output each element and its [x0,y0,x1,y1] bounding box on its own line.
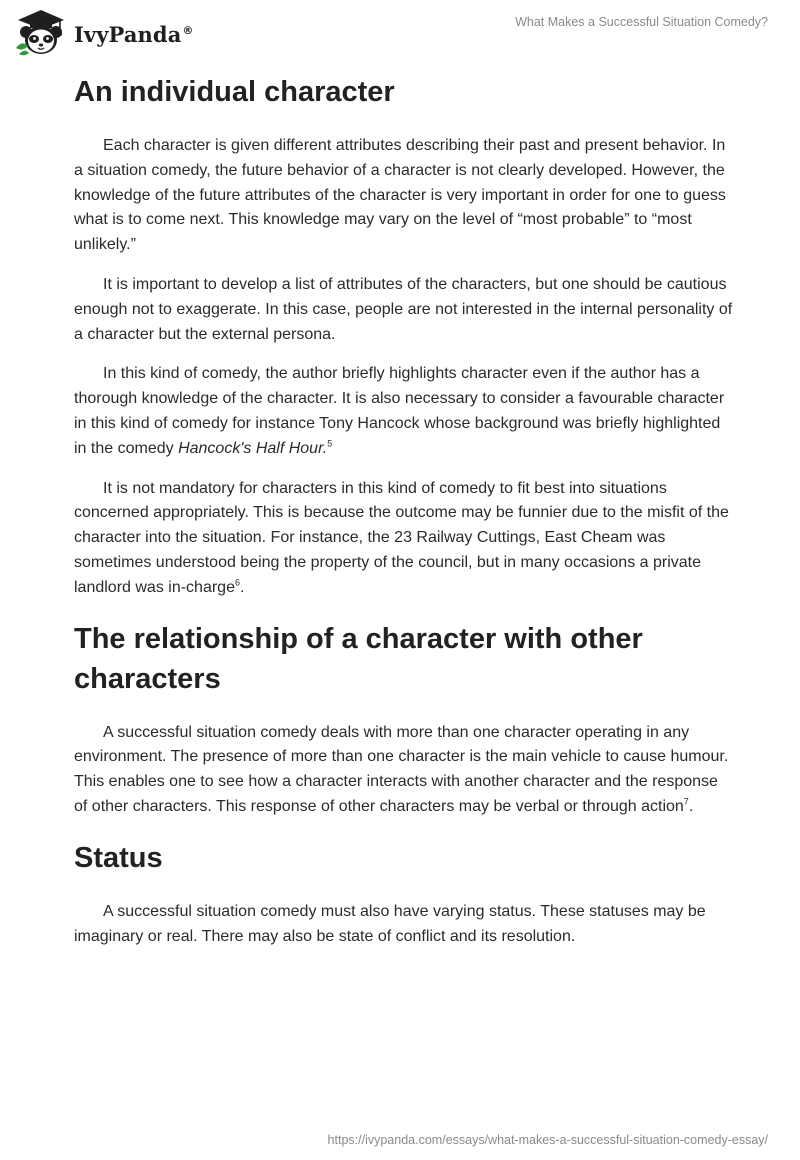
paragraph: A successful situation comedy deals with more than one character operating in any environment. The presence of more than one character is the main vehicle to cause humour. This enables one to see how a character interacts with another character and the response of other characters. This response of other characters may be verbal or through action$^7$. [74,723,729,815]
registered-mark: ® [182,23,194,37]
page-header [0,0,800,60]
footnote-ref[interactable]: 5 [327,438,333,449]
panda-graduate-icon [14,8,68,56]
essay-body [74,70,734,964]
footnote-ref[interactable]: 6 [234,577,240,588]
section-heading: Status [74,841,163,874]
section-heading: An individual character [74,76,395,108]
paragraph: A successful situation comedy must also have varying status. These statuses may be imaginary or real. There may also be state of conflict and its resolution. [74,902,706,945]
paragraph: It is important to develop a list of attributes of the characters, but one should be cautious enough not to exaggerate. In this case, people are not interested in the internal personality of a character but the external persona. [74,275,733,343]
ivypanda-logo[interactable] [14,8,194,56]
paragraph: In this kind of comedy, the author briefly highlights character even if the author has a thorough knowledge of the character. It is also necessary to consider a favourable character in this kind of comedy for instance Tony Hancock whose background was briefly highlighted in the comedy Hancock's Half Hour.$^5$ [74,365,725,457]
document-title: What Makes a Successful Situation Comedy? [515,15,768,29]
brand-name: IvyPanda® [74,21,194,47]
italic-title: Hancock's Half Hour. [178,439,328,457]
source-url[interactable]: https://ivypanda.com/essays/what-makes-a-successful-situation-comedy-essay/ [327,1133,768,1147]
paragraph: Each character is given different attributes describing their past and present behavior. In a situation comedy, the future behavior of a character is not clearly developed. However, the knowledge of the future attributes of the character is very important in order for one to guess what is to come next. This knowledge may vary on the level of “most probable” to “most unlikely.” [74,137,726,254]
section-heading: The relationship of a character with other characters [74,622,643,695]
paragraph: It is not mandatory for characters in this kind of comedy to fit best into situations concerned appropriately. This is because the outcome may be funnier due to the misfit of the character into the situation. For instance, the 23 Railway Cuttings, East Cheam was sometimes understood being the property of the council, but in many occasions a private landlord was in-charge$^6$. [74,479,729,596]
footnote-ref[interactable]: 7 [683,796,689,807]
